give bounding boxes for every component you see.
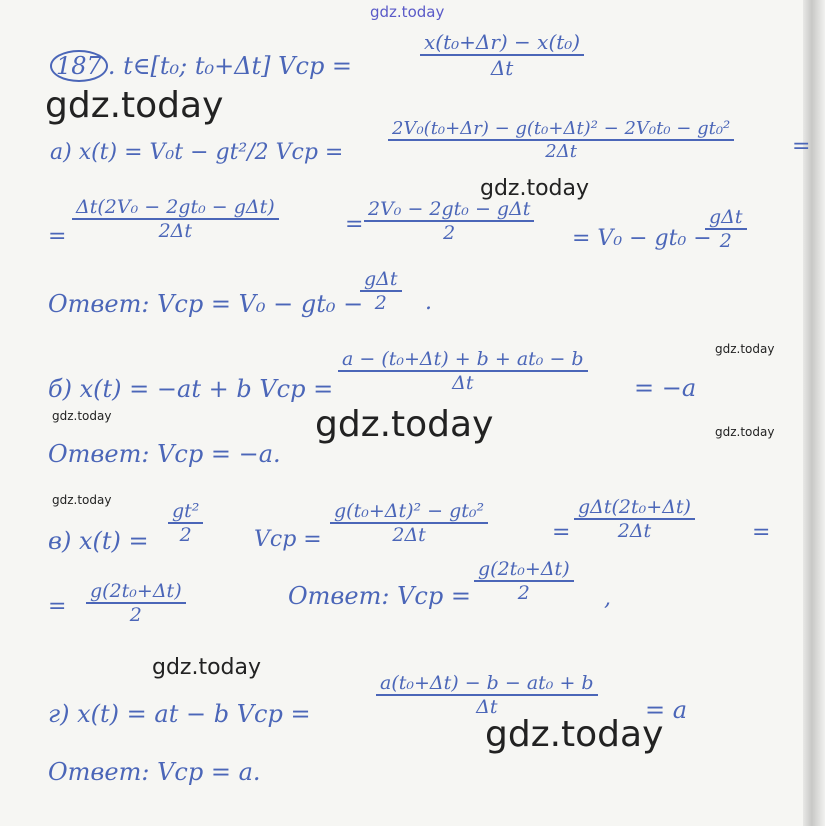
header-denominator: Δt: [490, 56, 514, 80]
problem-number: 187: [50, 50, 108, 82]
part-v-left: в) x(t) =: [48, 527, 149, 555]
part-g-answer: Ответ: Vcp = a.: [48, 758, 261, 786]
part-v-answer-numerator: g(2t₀+Δt): [474, 558, 574, 582]
part-b-tail: = −a: [634, 374, 697, 402]
part-v-denominator2: 2Δt: [617, 520, 652, 542]
part-v-eq: =: [552, 520, 571, 545]
page-edge: [803, 0, 825, 826]
part-a-left: a) x(t) = V₀t − gt²/2 Vcp =: [50, 140, 344, 165]
part-a-answer-numerator: gΔt: [360, 268, 402, 292]
part-v-vcp: Vcp =: [254, 527, 322, 552]
part-a-answer-end: .: [425, 290, 432, 315]
watermark: gdz.today: [370, 3, 445, 21]
part-v-line2-denominator: 2: [129, 604, 142, 626]
header-fraction: [420, 30, 584, 80]
part-a-answer: Ответ: Vcp = V₀ − gt₀ −: [48, 290, 364, 318]
watermark: gdz.today: [715, 342, 775, 356]
part-g-numerator: a(t₀+Δt) − b − at₀ + b: [376, 672, 598, 696]
header-numerator: x(t₀+Δr) − x(t₀): [420, 30, 584, 56]
part-b-answer: Ответ: Vcp = −a.: [48, 440, 281, 468]
watermark: gdz.today: [315, 404, 494, 445]
problem-header: [50, 52, 352, 80]
part-b-left: б) x(t) = −at + b Vcp =: [48, 375, 334, 403]
part-a-tail: =: [792, 134, 811, 159]
part-a-answer-fraction: [360, 268, 402, 314]
part-g-left: г) x(t) = at − b Vcp =: [48, 700, 311, 728]
part-a-numerator: 2V₀(t₀+Δr) − g(t₀+Δt)² − 2V₀t₀ − gt₀²: [388, 118, 734, 141]
part-v-line2-fraction: [86, 580, 186, 626]
watermark: gdz.today: [715, 425, 775, 439]
part-a-line2-numerator3: gΔt: [705, 206, 747, 230]
part-v-frac-numerator: gt²: [168, 500, 203, 524]
part-b-fraction: [338, 348, 588, 394]
part-a-line2-fraction3: [705, 206, 747, 252]
part-a-fraction: [388, 118, 734, 162]
part-g-fraction: [376, 672, 598, 718]
part-v-denominator: 2Δt: [392, 524, 426, 546]
part-v-tail: =: [752, 520, 771, 545]
part-a-line2-eq: =: [48, 224, 67, 249]
part-b-denominator: Δt: [452, 372, 474, 394]
part-v-answer-denominator: 2: [517, 582, 530, 604]
part-a-line2-eq2: =: [345, 212, 364, 237]
part-v-line2-eq: =: [48, 594, 67, 619]
part-a-denominator: 2Δt: [545, 141, 577, 162]
part-v-fraction: [330, 500, 488, 546]
part-v-line2-numerator: g(2t₀+Δt): [86, 580, 186, 604]
part-v-numerator: g(t₀+Δt)² − gt₀²: [330, 500, 488, 524]
watermark: gdz.today: [52, 493, 112, 507]
part-a-line2-rest: = V₀ − gt₀ −: [572, 226, 712, 251]
problem-header-text: . t∈[t₀; t₀+Δt] Vcp =: [107, 52, 353, 80]
part-a-line2-denominator3: 2: [719, 230, 732, 252]
part-a-line2-fraction1: [72, 196, 279, 242]
part-a-line2-fraction2: [364, 198, 534, 244]
watermark: gdz.today: [52, 409, 112, 423]
part-v-numerator2: gΔt(2t₀+Δt): [574, 496, 695, 520]
part-b-numerator: a − (t₀+Δt) + b + at₀ − b: [338, 348, 588, 372]
part-g-denominator: Δt: [476, 696, 498, 718]
part-v-frac-denominator: 2: [179, 524, 192, 546]
watermark: gdz.today: [45, 85, 224, 126]
part-v-answer-fraction: [474, 558, 574, 604]
watermark: gdz.today: [480, 176, 590, 201]
part-a-line2-denominator1: 2Δt: [158, 220, 193, 242]
part-a-line2-numerator2: 2V₀ − 2gt₀ − gΔt: [364, 198, 534, 222]
part-v-answer: Ответ: Vcp =: [288, 582, 471, 610]
part-g-tail: = a: [645, 696, 688, 724]
part-v-fraction2: [574, 496, 695, 542]
part-v-answer-end: ,: [604, 586, 611, 611]
part-a-line2-numerator1: Δt(2V₀ − 2gt₀ − gΔt): [72, 196, 279, 220]
part-v-frac: [168, 500, 203, 546]
part-a-line2-denominator2: 2: [443, 222, 456, 244]
watermark: gdz.today: [485, 714, 664, 755]
watermark: gdz.today: [152, 655, 262, 680]
part-a-answer-denominator: 2: [374, 292, 387, 314]
